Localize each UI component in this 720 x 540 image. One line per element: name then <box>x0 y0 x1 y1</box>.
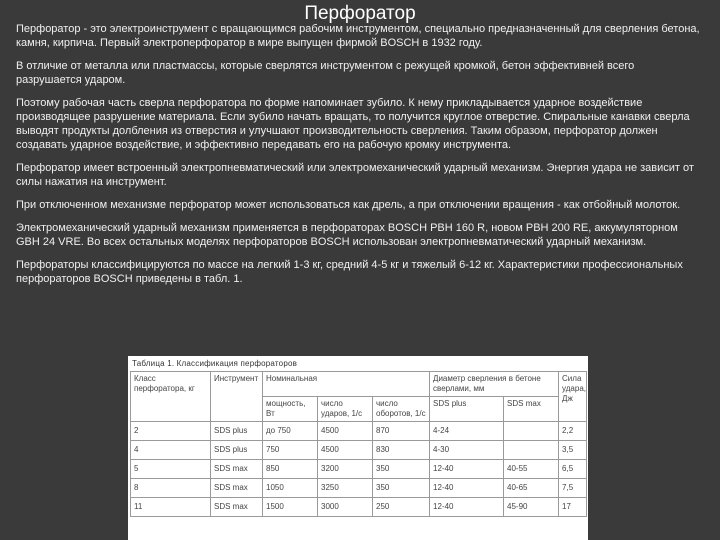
header-power: мощность, Вт <box>263 397 318 422</box>
table-cell: 5 <box>131 460 211 479</box>
header-diameter: Диаметр сверления в бетоне сверлами, мм <box>430 372 559 397</box>
header-nominal: Номинальная <box>263 372 430 397</box>
header-sds-plus: SDS plus <box>430 397 504 422</box>
table-cell: 870 <box>373 422 430 441</box>
table-cell <box>504 422 559 441</box>
header-rpm: число оборотов, 1/с <box>373 397 430 422</box>
table-cell: 850 <box>263 460 318 479</box>
table-row <box>131 422 587 441</box>
table-row <box>131 498 587 517</box>
paragraph: В отличие от металла или пластмассы, которые сверлятся инструментом с режущей кромкой, бетон эффективней всего разрушается ударом. <box>16 60 635 86</box>
header-sds-max: SDS max <box>504 397 559 422</box>
table-cell: 17 <box>559 498 587 517</box>
table-cell: SDS max <box>211 460 263 479</box>
table-cell: 6,5 <box>559 460 587 479</box>
paragraph: Перфоратор - это электроинструмент с вращающимся рабочим инструментом, специально предназначенный для сверления бетона, камня, кирпича. Первый электроперфоратор в мире выпущен фирмой BOSCH в 1932 году. <box>16 23 700 49</box>
table-cell: 11 <box>131 498 211 517</box>
classification-table <box>130 371 587 517</box>
table-cell: 3250 <box>318 479 373 498</box>
table-cell: 12-40 <box>430 460 504 479</box>
table-cell: 2 <box>131 422 211 441</box>
slide-body-text <box>16 22 700 295</box>
table-cell: 7,5 <box>559 479 587 498</box>
table-cell: SDS max <box>211 498 263 517</box>
header-impacts: число ударов, 1/с <box>318 397 373 422</box>
paragraph: Перфораторы классифицируются по массе на легкий 1-3 кг, средний 4-5 кг и тяжелый 6-12 кг. Характеристики профессиональных перфораторов BOSCH приведены в табл. 1. <box>16 259 683 285</box>
table-cell: 40-55 <box>504 460 559 479</box>
table-cell: 3000 <box>318 498 373 517</box>
header-energy: Сила удара, Дж <box>559 372 587 422</box>
table-cell: 350 <box>373 479 430 498</box>
table-cell: 8 <box>131 479 211 498</box>
paragraph: Поэтому рабочая часть сверла перфоратора по форме напоминает зубило. К нему прикладывается ударное воздействие производящее разрушение материала. Если зубило начать вращать, то получится круглое отверстие. Спиральные канавки сверла выводят продукты долбления из отверстия и улучшают производительность сверления. Таким образом, перфоратор должен создавать ударное воздействие, и эффективно передавать его на рабочую кромку инструмента. <box>16 97 690 151</box>
table-cell: SDS max <box>211 479 263 498</box>
table-cell: 4500 <box>318 441 373 460</box>
table-cell: 3,5 <box>559 441 587 460</box>
table-row <box>131 479 587 498</box>
table-cell: 350 <box>373 460 430 479</box>
table-row <box>131 441 587 460</box>
table-cell: SDS plus <box>211 422 263 441</box>
table-cell <box>504 441 559 460</box>
table-cell: 4-24 <box>430 422 504 441</box>
paragraph: Электромеханический ударный механизм применяется в перфораторах BOSCH PBH 160 R, новом PBH 200 RE, аккумуляторном GBH 24 VRE. Во всех остальных моделях перфораторов BOSCH использован электропневматический ударный механизм. <box>16 222 678 248</box>
header-class: Класс перфоратора, кг <box>131 372 211 422</box>
classification-table-image <box>128 356 588 540</box>
table-cell: 1050 <box>263 479 318 498</box>
header-tool: Инструмент <box>211 372 263 422</box>
paragraph: При отключенном механизме перфоратор может использоваться как дрель, а при отключении вращения - как отбойный молоток. <box>16 199 681 211</box>
table-cell: 2,2 <box>559 422 587 441</box>
table-cell: 830 <box>373 441 430 460</box>
table-cell: 12-40 <box>430 479 504 498</box>
table-cell: 45-90 <box>504 498 559 517</box>
table-cell: 4500 <box>318 422 373 441</box>
table-cell: 3200 <box>318 460 373 479</box>
paragraph: Перфоратор имеет встроенный электропневматический или электромеханический ударный механизм. Энергия удара не зависит от силы нажатия на инструмент. <box>16 162 694 188</box>
table-cell: 4-30 <box>430 441 504 460</box>
table-cell: до 750 <box>263 422 318 441</box>
table-caption: Таблица 1. Классификация перфораторов <box>132 359 298 368</box>
table-cell: 4 <box>131 441 211 460</box>
table-cell: 1500 <box>263 498 318 517</box>
table-cell: 750 <box>263 441 318 460</box>
table-cell: SDS plus <box>211 441 263 460</box>
table-cell: 40-65 <box>504 479 559 498</box>
table-cell: 250 <box>373 498 430 517</box>
table-row <box>131 460 587 479</box>
table-cell: 12-40 <box>430 498 504 517</box>
slide-title: Перфоратор <box>304 3 416 24</box>
